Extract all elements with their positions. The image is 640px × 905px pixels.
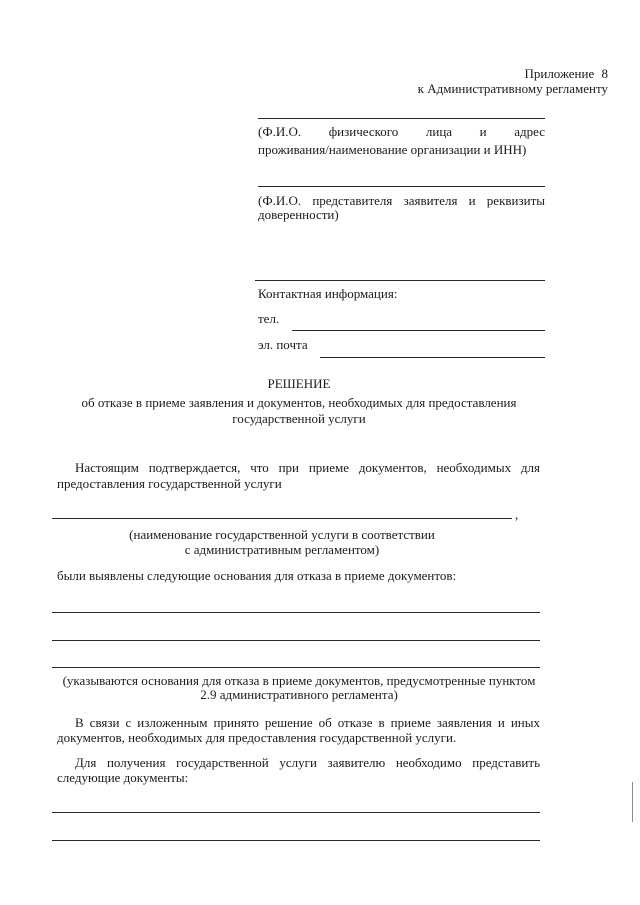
representative-caption-line-2: доверенности) — [258, 207, 339, 222]
regulation-reference: к Административному регламенту — [417, 81, 608, 96]
grounds-hint-line-2: 2.9 административного регламента) — [200, 687, 398, 702]
grounds-field-line-2 — [52, 640, 540, 641]
scan-edge-mark — [632, 782, 633, 822]
documents-field-line-1 — [52, 812, 540, 813]
email-label: эл. почта — [258, 337, 308, 352]
service-name-trailing-comma: , — [515, 507, 519, 522]
service-hint-line-2: с административным регламентом) — [184, 542, 380, 557]
grounds-intro-text: были выявлены следующие основания для отказа в приеме документов: — [57, 568, 457, 583]
email-field-line — [320, 357, 545, 358]
phone-label: тел. — [258, 311, 280, 326]
decision-title: РЕШЕНИЕ — [267, 376, 331, 391]
confirmation-text-line-2: предоставления государственной услуги — [57, 476, 282, 491]
grounds-field-line-3 — [52, 667, 540, 668]
phone-field-line — [292, 330, 545, 331]
grounds-field-line-1 — [52, 612, 540, 613]
applicant-caption-line-1: (Ф.И.О. физического лица и адрес — [258, 124, 545, 139]
service-name-field-line — [52, 518, 512, 519]
applicant-name-line — [258, 118, 545, 119]
refusal-statement-line-2: документов, необходимых для предоставления государственной услуги. — [57, 730, 457, 745]
confirmation-text-line-1: Настоящим подтверждается, что при приеме документов, необходимых для — [75, 460, 540, 475]
applicant-caption-line-2: проживания/наименование организации и ИНН) — [258, 142, 527, 157]
representative-name-line — [258, 186, 545, 187]
required-documents-intro-line-1: Для получения государственной услуги заявителю необходимо представить — [75, 755, 540, 770]
representative-caption-line-1: (Ф.И.О. представителя заявителя и реквизиты — [258, 193, 545, 208]
grounds-hint-line-1: (указываются основания для отказа в приеме документов, предусмотренные пунктом — [62, 673, 536, 688]
decision-subtitle-line-2: государственной услуги — [232, 411, 366, 426]
documents-field-line-2 — [52, 840, 540, 841]
required-documents-intro-line-2: следующие документы: — [57, 770, 189, 785]
contact-separator-line — [255, 280, 545, 281]
decision-subtitle-line-1: об отказе в приеме заявления и документов, необходимых для предоставления — [81, 395, 517, 410]
service-hint-line-1: (наименование государственной услуги в соответствии — [129, 527, 435, 542]
refusal-statement-line-1: В связи с изложенным принято решение об отказе в приеме заявления и иных — [75, 715, 540, 730]
appendix-label: Приложение 8 — [524, 66, 608, 81]
contact-info-label: Контактная информация: — [258, 286, 398, 301]
